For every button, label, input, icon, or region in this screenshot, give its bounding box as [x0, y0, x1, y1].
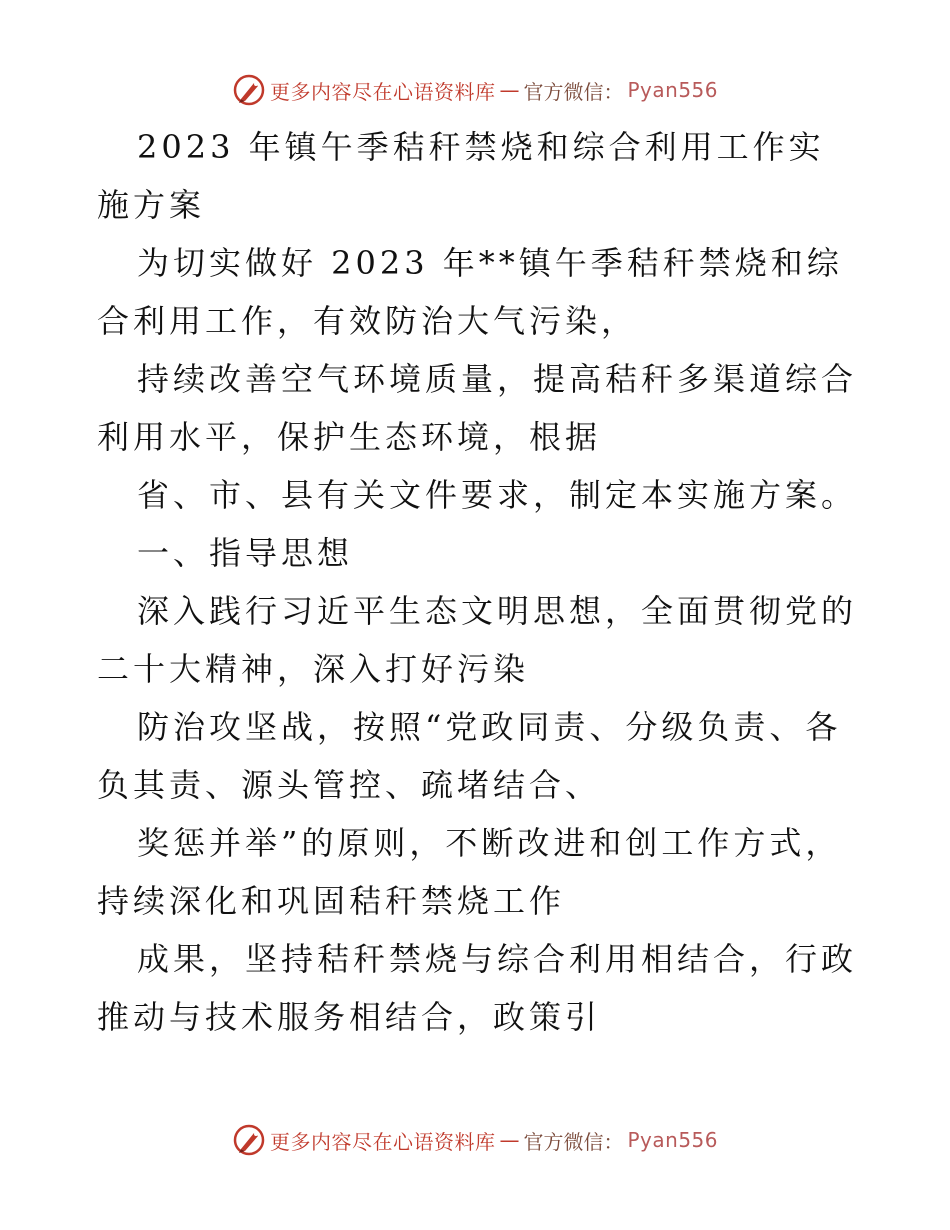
- watermark-text: 更多内容尽在心语资料库: [269, 79, 496, 104]
- footer-watermark: [0, 1122, 950, 1158]
- watermark-wechat-label: 官方微信：: [523, 1129, 624, 1154]
- paragraph: 成果，坚持秸秆禁烧与综合利用相结合，行政推动与技术服务相结合，政策引: [97, 940, 858, 1036]
- pen-logo-icon: [232, 1123, 266, 1157]
- paragraph: 奖惩并举”的原则，不断改进和创工作方式，持续深化和巩固秸秆禁烧工作: [97, 824, 842, 920]
- paragraph: 省、市、县有关文件要求，制定本实施方案。: [137, 476, 858, 514]
- watermark-wechat-id: Pyan556: [627, 1128, 718, 1152]
- document-body: [97, 118, 857, 1046]
- paragraph: 为切实做好 2023 年**镇午季秸秆禁烧和综合利用工作，有效防治大气污染，: [97, 244, 843, 340]
- paragraph: 深入践行习近平生态文明思想，全面贯彻党的二十大精神，深入打好污染: [97, 592, 858, 688]
- header-watermark: [0, 72, 950, 108]
- paragraph: 防治攻坚战，按照“党政同责、分级负责、各负其责、源头管控、疏堵结合、: [97, 708, 842, 804]
- watermark-text: 更多内容尽在心语资料库: [269, 1129, 496, 1154]
- watermark-separator: —: [499, 78, 520, 102]
- paragraph: 持续改善空气环境质量，提高秸秆多渠道综合利用水平，保护生态环境，根据: [97, 360, 858, 456]
- watermark-wechat-id: Pyan556: [627, 78, 718, 102]
- section-heading: 一、指导思想: [137, 534, 354, 572]
- pen-logo-icon: [232, 73, 266, 107]
- watermark-wechat-label: 官方微信：: [523, 79, 624, 104]
- document-title: 2023 年镇午季秸秆禁烧和综合利用工作实施方案: [97, 128, 825, 224]
- watermark-separator: —: [499, 1128, 520, 1152]
